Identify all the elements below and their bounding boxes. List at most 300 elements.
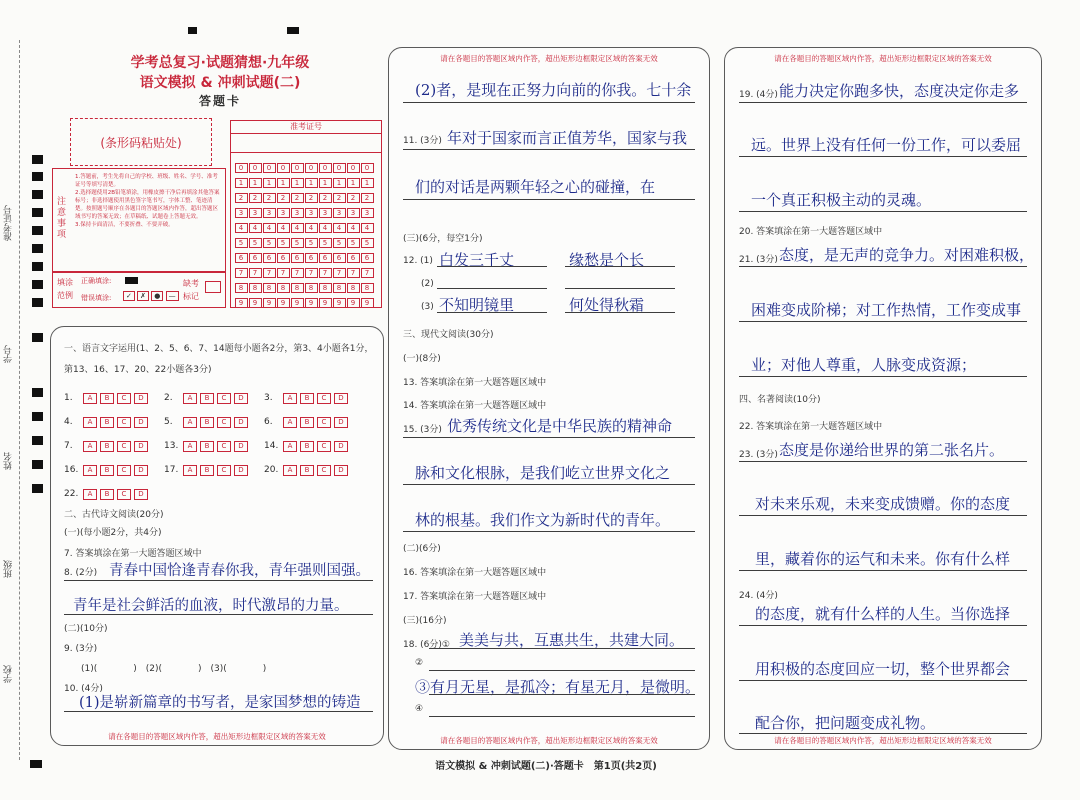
exam-digit-bubble[interactable]: 2 (347, 193, 360, 203)
mc-question (264, 393, 364, 404)
exam-digit-row (234, 200, 378, 215)
mc-option-bubble[interactable]: A (83, 465, 97, 476)
q8-answer-b[interactable]: 青年是社会鲜活的血液，时代激昂的力量。 (73, 598, 349, 614)
sec1-heading-cont: 第13、16、17、20、22小题各3分) (64, 365, 212, 375)
mc-option-bubble[interactable]: C (217, 441, 231, 452)
wrong-fill-text: 错误填涂: (81, 294, 112, 302)
mc-option-bubble[interactable]: B (200, 441, 214, 452)
exam-digit-bubble[interactable]: 7 (235, 268, 248, 278)
panel-red-bar-top: 请在各题目的答题区域内作答，超出矩形边框限定区域的答案无效 (440, 54, 658, 63)
exam-digit-bubble[interactable]: 9 (235, 298, 248, 308)
notice-item: 3.保持卡面清洁，不要折叠、不要弄破。 (75, 222, 174, 228)
mc-question (164, 465, 264, 476)
exam-digit-bubble[interactable]: 4 (249, 223, 262, 233)
q11-label: 11. (3分) (403, 136, 442, 146)
mc-option-bubble[interactable]: B (100, 417, 114, 428)
mc-option-bubble[interactable]: B (200, 393, 214, 404)
exam-digit-bubble[interactable]: 9 (277, 298, 290, 308)
exam-digit-bubble[interactable]: 7 (361, 268, 374, 278)
header-line3: 答题卡 (198, 94, 241, 108)
mc-option-bubble[interactable]: C (117, 489, 131, 500)
exam-digit-bubble[interactable]: 6 (347, 253, 360, 263)
exam-digit-bubble[interactable]: 5 (319, 238, 332, 248)
q23-answer-c[interactable]: 里，藏着你的运气和未来。你有什么样 (755, 550, 1011, 568)
q8-label: 8. (2分) (64, 568, 98, 578)
mc-option-bubble[interactable]: B (100, 465, 114, 476)
mc-question (64, 393, 164, 404)
exam-digit-bubble[interactable]: 7 (347, 268, 360, 278)
exam-digit-bubble[interactable]: 2 (235, 193, 248, 203)
absent-label: 缺考标记 (183, 279, 199, 301)
exam-digit-bubble[interactable]: 4 (333, 223, 346, 233)
mc-question-number: 16. (64, 465, 79, 475)
mc-option-bubble[interactable]: C (117, 417, 131, 428)
mc-option-bubble[interactable]: A (183, 393, 197, 404)
side-label-class: 班级 (4, 560, 14, 578)
q21-answer-c[interactable]: 业；对他人尊重，人脉变成资源； (751, 356, 977, 374)
exam-digit-row (234, 275, 378, 290)
q10-answer-cont[interactable]: (2)者，是现在正努力向前的你我。七十余 (415, 81, 692, 99)
answer-line (403, 102, 695, 103)
mc-option-bubble[interactable]: D (134, 441, 148, 452)
absent-box[interactable] (205, 281, 221, 293)
q21-label: 21. (3分) (739, 255, 778, 265)
exam-digit-bubble[interactable]: 1 (305, 178, 318, 188)
answer-line (403, 484, 695, 485)
q15-answer-a[interactable]: 优秀传统文化是中华民族的精神命 (447, 417, 673, 435)
notice-label: 注意事项 (57, 197, 67, 240)
answer-line (739, 515, 1027, 516)
exam-digit-row (234, 215, 378, 230)
answer-line (64, 580, 373, 581)
exam-digit-bubble[interactable]: 5 (291, 238, 304, 248)
exam-digit-bubble[interactable]: 3 (333, 208, 346, 218)
mc-question-number: 2. (164, 393, 173, 403)
registration-mark (188, 27, 197, 34)
mc-question (64, 441, 164, 452)
exam-digit-bubble[interactable]: 8 (305, 283, 318, 293)
mc-option-bubble[interactable]: A (83, 417, 97, 428)
q12-sub3: (3) (421, 302, 434, 312)
q8-answer-a[interactable]: 青春中国恰逢青春你我，青年强则国强。 (109, 563, 370, 579)
exam-digit-bubble[interactable]: 8 (235, 283, 248, 293)
exam-digit-bubble[interactable]: 6 (277, 253, 290, 263)
exam-digit-bubble[interactable]: 1 (235, 178, 248, 188)
exam-digit-bubble[interactable]: 2 (319, 193, 332, 203)
mc-question-number: 3. (264, 393, 273, 403)
mc-option-bubble[interactable]: D (334, 393, 348, 404)
exam-digit-bubble[interactable]: 1 (277, 178, 290, 188)
sec1-heading: 一、语言文字运用(1、2、5、6、7、14题每小题各2分，第3、4小题各1分， (64, 344, 374, 354)
exam-digit-bubble[interactable]: 1 (249, 178, 262, 188)
exam-digit-bubble[interactable]: 1 (333, 178, 346, 188)
exam-digit-bubble[interactable]: 7 (291, 268, 304, 278)
exam-digit-bubble[interactable]: 9 (263, 298, 276, 308)
q18-sub2: ② (415, 658, 424, 668)
mc-option-bubble[interactable]: B (100, 489, 114, 500)
q10-label: 10. (4分) (64, 684, 103, 694)
exam-digit-bubble[interactable]: 4 (291, 223, 304, 233)
sec2-heading: 二、古代诗文阅读(20分) (64, 510, 164, 520)
exam-digit-bubble[interactable]: 3 (361, 208, 374, 218)
exam-digit-bubble[interactable]: 3 (235, 208, 248, 218)
exam-number-input-row[interactable] (231, 134, 381, 153)
mc-option-bubble[interactable]: C (317, 393, 331, 404)
mc-question (264, 465, 364, 476)
mc-option-bubble[interactable]: A (183, 465, 197, 476)
answer-panel-3 (724, 47, 1042, 750)
exam-digit-bubble[interactable]: 9 (333, 298, 346, 308)
mc-option-bubble[interactable]: A (83, 393, 97, 404)
exam-number-grid[interactable] (231, 153, 381, 305)
panel-red-bar-bottom: 请在各题目的答题区域内作答，超出矩形边框限定区域的答案无效 (440, 736, 658, 745)
q24-label: 24. (4分) (739, 591, 778, 601)
exam-digit-bubble[interactable]: 6 (361, 253, 374, 263)
timing-mark (32, 460, 43, 469)
notice-box (52, 168, 226, 272)
q21-answer-b[interactable]: 困难变成阶梯；对工作热情，工作变成事 (751, 301, 1022, 319)
mc-option-bubble[interactable]: B (100, 441, 114, 452)
exam-digit-bubble[interactable]: 3 (291, 208, 304, 218)
side-label-school: 学校 (4, 665, 14, 683)
notice-item: 1.答题前，考生先将自己的学校、班级、姓名、学号、准考证号等填写清楚。 (75, 174, 218, 188)
exam-digit-bubble[interactable]: 0 (263, 163, 276, 173)
exam-digit-row (234, 155, 378, 170)
mc-option-bubble[interactable]: C (217, 393, 231, 404)
exam-digit-bubble[interactable]: 1 (361, 178, 374, 188)
exam-digit-bubble[interactable]: 6 (291, 253, 304, 263)
timing-mark (32, 333, 43, 342)
q18-sub4: ④ (415, 704, 424, 714)
exam-digit-bubble[interactable]: 6 (319, 253, 332, 263)
exam-digit-bubble[interactable]: 7 (333, 268, 346, 278)
mc-option-bubble[interactable]: C (317, 417, 331, 428)
q12-sub2: (2) (421, 279, 434, 289)
exam-digit-bubble[interactable]: 6 (249, 253, 262, 263)
q15-answer-b[interactable]: 脉和文化根脉，是我们屹立世界文化之 (415, 464, 671, 482)
q20-note: 20. 答案填涂在第一大题答题区域中 (739, 227, 883, 237)
exam-digit-bubble[interactable]: 3 (305, 208, 318, 218)
exam-digit-bubble[interactable]: 1 (291, 178, 304, 188)
mc-question-number: 6. (264, 417, 273, 427)
exam-digit-bubble[interactable]: 0 (347, 163, 360, 173)
exam-digit-bubble[interactable]: 7 (305, 268, 318, 278)
exam-digit-bubble[interactable]: 9 (347, 298, 360, 308)
correct-fill-mark (125, 277, 138, 284)
exam-digit-bubble[interactable]: 8 (277, 283, 290, 293)
exam-digit-bubble[interactable]: 0 (319, 163, 332, 173)
exam-digit-bubble[interactable]: 0 (249, 163, 262, 173)
timing-mark (32, 208, 43, 217)
exam-digit-bubble[interactable]: 1 (347, 178, 360, 188)
mc-option-bubble[interactable]: D (234, 417, 248, 428)
exam-digit-bubble[interactable]: 3 (277, 208, 290, 218)
exam-digit-bubble[interactable]: 2 (333, 193, 346, 203)
mc-option-bubble[interactable]: A (183, 417, 197, 428)
side-label-exam-no: 准考证号 (4, 205, 14, 241)
q19-answer-a[interactable]: 能力决定你跑多快，态度决定你走多 (779, 82, 1020, 100)
q19-label: 19. (4分) (739, 90, 778, 100)
exam-digit-bubble[interactable]: 0 (277, 163, 290, 173)
q12-label: 12. (1) (403, 256, 433, 266)
exam-digit-bubble[interactable]: 5 (333, 238, 346, 248)
mc-row (64, 481, 374, 505)
exam-digit-bubble[interactable]: 9 (319, 298, 332, 308)
exam-digit-bubble[interactable]: 7 (319, 268, 332, 278)
mc-question-number: 22. (64, 489, 79, 499)
timing-mark (32, 388, 43, 397)
mc-option-bubble[interactable]: D (234, 465, 248, 476)
exam-digit-bubble[interactable]: 8 (249, 283, 262, 293)
exam-digit-bubble[interactable]: 8 (333, 283, 346, 293)
mc-option-bubble[interactable]: C (117, 441, 131, 452)
exam-digit-bubble[interactable]: 1 (263, 178, 276, 188)
answer-line (429, 648, 695, 649)
q12-answer-1a[interactable]: 白发三千丈 (439, 251, 515, 269)
answer-line (739, 266, 1027, 267)
exam-digit-bubble[interactable]: 9 (249, 298, 262, 308)
timing-mark (32, 172, 43, 181)
mc-row (64, 457, 374, 481)
answer-line (403, 199, 695, 200)
mc-option-bubble[interactable]: B (300, 417, 314, 428)
answer-line (403, 437, 695, 438)
exam-digit-bubble[interactable]: 0 (291, 163, 304, 173)
exam-digit-bubble[interactable]: 4 (235, 223, 248, 233)
mc-question-number: 4. (64, 417, 73, 427)
mc-option-bubble[interactable]: C (217, 417, 231, 428)
exam-digit-bubble[interactable]: 3 (319, 208, 332, 218)
mc-option-bubble[interactable]: A (83, 441, 97, 452)
mc-question-number: 17. (164, 465, 179, 475)
mc-option-bubble[interactable]: B (100, 393, 114, 404)
answer-line (437, 288, 547, 289)
q21-answer-a[interactable]: 态度，是无声的竞争力。对困难积极， (779, 246, 1035, 264)
q24-answer-a[interactable]: 的态度，就有什么样的人生。当你选择 (755, 605, 1011, 623)
exam-digit-bubble[interactable]: 5 (347, 238, 360, 248)
mc-question-number: 13. (164, 441, 179, 451)
mc-row (64, 409, 374, 433)
mc-option-bubble[interactable]: D (334, 417, 348, 428)
mc-question-number: 7. (64, 441, 73, 451)
q23-label: 23. (3分) (739, 450, 778, 460)
q14-note: 14. 答案填涂在第一大题答题区域中 (403, 401, 547, 411)
exam-digit-bubble[interactable]: 5 (277, 238, 290, 248)
exam-digit-bubble[interactable]: 9 (291, 298, 304, 308)
exam-digit-bubble[interactable]: 2 (249, 193, 262, 203)
timing-mark (32, 190, 43, 199)
q24-answer-c[interactable]: 配合你，把问题变成礼物。 (755, 714, 936, 732)
answer-panel-1 (50, 326, 384, 746)
exam-digit-bubble[interactable]: 6 (333, 253, 346, 263)
timing-mark (32, 226, 43, 235)
mc-option-bubble[interactable]: D (134, 393, 148, 404)
sec2-sub2: (二)(10分) (64, 624, 108, 634)
timing-mark (32, 412, 43, 421)
timing-mark (32, 484, 43, 493)
exam-digit-bubble[interactable]: 0 (333, 163, 346, 173)
mc-option-bubble[interactable]: B (200, 465, 214, 476)
fill-example-box (52, 272, 226, 308)
answer-panel-2 (388, 47, 710, 750)
wrong-fill-marks: ✓ ✗ ● — (123, 292, 179, 300)
exam-digit-bubble[interactable]: 5 (235, 238, 248, 248)
panel-red-bar-bottom: 请在各题目的答题区域内作答，超出矩形边框限定区域的答案无效 (774, 736, 992, 745)
timing-mark (32, 155, 43, 164)
answer-line (739, 570, 1027, 571)
exam-digit-bubble[interactable]: 4 (347, 223, 360, 233)
exam-digit-bubble[interactable]: 4 (263, 223, 276, 233)
mc-option-bubble[interactable]: D (234, 441, 248, 452)
mc-option-bubble[interactable]: B (300, 393, 314, 404)
exam-digit-bubble[interactable]: 2 (277, 193, 290, 203)
exam-digit-bubble[interactable]: 6 (263, 253, 276, 263)
q15-label: 15. (3分) (403, 425, 442, 435)
q22-note: 22. 答案填涂在第一大题答题区域中 (739, 422, 883, 432)
exam-digit-bubble[interactable]: 0 (305, 163, 318, 173)
exam-digit-bubble[interactable]: 7 (277, 268, 290, 278)
answer-line (565, 312, 675, 313)
q24-answer-b[interactable]: 用积极的态度回应一切，整个世界都会 (755, 660, 1011, 678)
mc-option-bubble[interactable]: B (200, 417, 214, 428)
q19-answer-b[interactable]: 远。世界上没有任何一份工作，可以委屈 (751, 136, 1022, 154)
q9-blanks[interactable]: (1)( ) (2)( ) (3)( ) (81, 664, 267, 674)
exam-digit-bubble[interactable]: 2 (263, 193, 276, 203)
mc-option-bubble[interactable]: B (300, 441, 314, 452)
exam-digit-bubble[interactable]: 4 (319, 223, 332, 233)
exam-digit-bubble[interactable]: 6 (305, 253, 318, 263)
mc-option-bubble[interactable]: C (317, 465, 331, 476)
mc-question-number: 20. (264, 465, 279, 475)
answer-line (64, 614, 373, 615)
mc-question (164, 417, 264, 428)
exam-digit-bubble[interactable]: 5 (263, 238, 276, 248)
timing-mark (32, 244, 43, 253)
exam-digit-bubble[interactable]: 8 (347, 283, 360, 293)
barcode-box (70, 118, 212, 166)
exam-digit-bubble[interactable]: 7 (263, 268, 276, 278)
exam-digit-bubble[interactable]: 1 (319, 178, 332, 188)
exam-digit-bubble[interactable]: 9 (305, 298, 318, 308)
answer-line (739, 733, 1027, 734)
side-label-name: 姓名 (4, 452, 14, 470)
q10-answer[interactable]: (1)是崭新篇章的书写者，是家国梦想的铸造 (79, 695, 361, 711)
answer-line (429, 670, 695, 671)
modern-sub3: (三)(16分) (403, 616, 447, 626)
mc-option-bubble[interactable]: D (334, 465, 348, 476)
exam-number-box (230, 120, 382, 308)
q15-answer-c[interactable]: 林的根基。我们作文为新时代的青年。 (415, 511, 671, 529)
mc-option-bubble[interactable]: A (283, 417, 297, 428)
exam-digit-row (234, 230, 378, 245)
q12-answer-3a[interactable]: 不知明镜里 (439, 296, 515, 314)
mc-option-bubble[interactable]: C (317, 441, 331, 452)
mc-option-bubble[interactable]: C (117, 465, 131, 476)
exam-digit-bubble[interactable]: 3 (347, 208, 360, 218)
mc-option-bubble[interactable]: D (134, 465, 148, 476)
exam-digit-bubble[interactable]: 8 (361, 283, 374, 293)
exam-digit-bubble[interactable]: 4 (277, 223, 290, 233)
mc-question (164, 393, 264, 404)
mc-option-bubble[interactable]: D (134, 417, 148, 428)
mc-option-bubble[interactable]: A (83, 489, 97, 500)
q17-note: 17. 答案填涂在第一大题答题区域中 (403, 592, 547, 602)
q12-answer-3b[interactable]: 何处得秋霜 (569, 296, 645, 314)
exam-digit-bubble[interactable]: 2 (291, 193, 304, 203)
side-label-student-no: 学号 (4, 345, 14, 363)
exam-digit-bubble[interactable]: 5 (361, 238, 374, 248)
q18-answer-3[interactable]: ③有月无星，是孤冷；有星无月，是微明。 (415, 678, 701, 696)
mc-question-number: 5. (164, 417, 173, 427)
timing-mark (32, 280, 43, 289)
mc-row (64, 385, 374, 409)
exam-digit-bubble[interactable]: 5 (305, 238, 318, 248)
side-dotted-line (19, 40, 20, 760)
exam-digit-bubble[interactable]: 3 (249, 208, 262, 218)
q18-answer-1[interactable]: 美美与共，互惠共生，共建大同。 (459, 631, 685, 649)
mc-option-bubble[interactable]: D (134, 489, 148, 500)
notice-items (75, 173, 222, 229)
answer-line (739, 102, 1027, 103)
answer-line (437, 312, 547, 313)
mc-option-bubble[interactable]: A (283, 393, 297, 404)
mc-option-bubble[interactable]: A (183, 441, 197, 452)
mc-answer-area (64, 385, 374, 505)
classics-section-heading: 四、名著阅读(10分) (739, 395, 821, 405)
q23-answer-b[interactable]: 对未来乐观，未来变成馈赠。你的态度 (755, 495, 1011, 513)
fill-example-label: 填涂范例 (57, 278, 73, 300)
exam-digit-bubble[interactable]: 4 (305, 223, 318, 233)
mc-option-bubble[interactable]: D (234, 393, 248, 404)
mc-option-bubble[interactable]: D (334, 441, 348, 452)
notice-item: 2.选择题使用2B铅笔填涂，用橡皮擦干净后再填涂其他答案标号；非选择题使用黑色签字笔书写，字体工整、笔迹清楚。按照题号顺序在各题目的答题区域内作答，超出答题区域书写的答案无效；在草稿纸、试题卷上答题无效。 (75, 190, 220, 220)
exam-digit-bubble[interactable]: 8 (291, 283, 304, 293)
exam-digit-bubble[interactable]: 8 (319, 283, 332, 293)
q11-answer-a[interactable]: 年对于国家而言正值芳华，国家与我 (447, 129, 688, 147)
panel-red-bar-top: 请在各题目的答题区域内作答，超出矩形边框限定区域的答案无效 (774, 54, 992, 63)
exam-digit-bubble[interactable]: 5 (249, 238, 262, 248)
exam-number-title: 准考证号 (231, 121, 381, 134)
mc-option-bubble[interactable]: A (283, 441, 297, 452)
header-line1: 学考总复习·试题猜想·九年级 (130, 55, 310, 71)
exam-digit-bubble[interactable]: 2 (305, 193, 318, 203)
answer-line (739, 321, 1027, 322)
exam-digit-bubble[interactable]: 7 (249, 268, 262, 278)
mc-option-bubble[interactable]: B (300, 465, 314, 476)
mc-question-number: 1. (64, 393, 73, 403)
mc-option-bubble[interactable]: C (217, 465, 231, 476)
q12-answer-1b[interactable]: 缘愁是个长 (569, 251, 645, 269)
exam-digit-bubble[interactable]: 6 (235, 253, 248, 263)
poem-section-heading: (三)(6分，每空1分) (403, 234, 483, 244)
exam-digit-bubble[interactable]: 0 (235, 163, 248, 173)
exam-digit-bubble[interactable]: 2 (361, 193, 374, 203)
q19-answer-c[interactable]: 一个真正积极主动的灵魂。 (751, 191, 932, 209)
mc-option-bubble[interactable]: C (117, 393, 131, 404)
exam-digit-bubble[interactable]: 8 (263, 283, 276, 293)
exam-digit-bubble[interactable]: 0 (361, 163, 374, 173)
mc-option-bubble[interactable]: A (283, 465, 297, 476)
modern-section-heading: 三、现代文阅读(30分) (403, 330, 494, 340)
exam-digit-bubble[interactable]: 3 (263, 208, 276, 218)
modern-sub2: (二)(6分) (403, 544, 441, 554)
q23-answer-a[interactable]: 态度是你递给世界的第二张名片。 (779, 441, 1005, 459)
header-line2: 语文模拟 & 冲刺试题(二) (139, 75, 301, 91)
exam-digit-bubble[interactable]: 4 (361, 223, 374, 233)
mc-question (64, 489, 164, 500)
q11-answer-b[interactable]: 们的对话是两颗年轻之心的碰撞，在 (415, 178, 656, 196)
exam-digit-bubble[interactable]: 9 (361, 298, 374, 308)
